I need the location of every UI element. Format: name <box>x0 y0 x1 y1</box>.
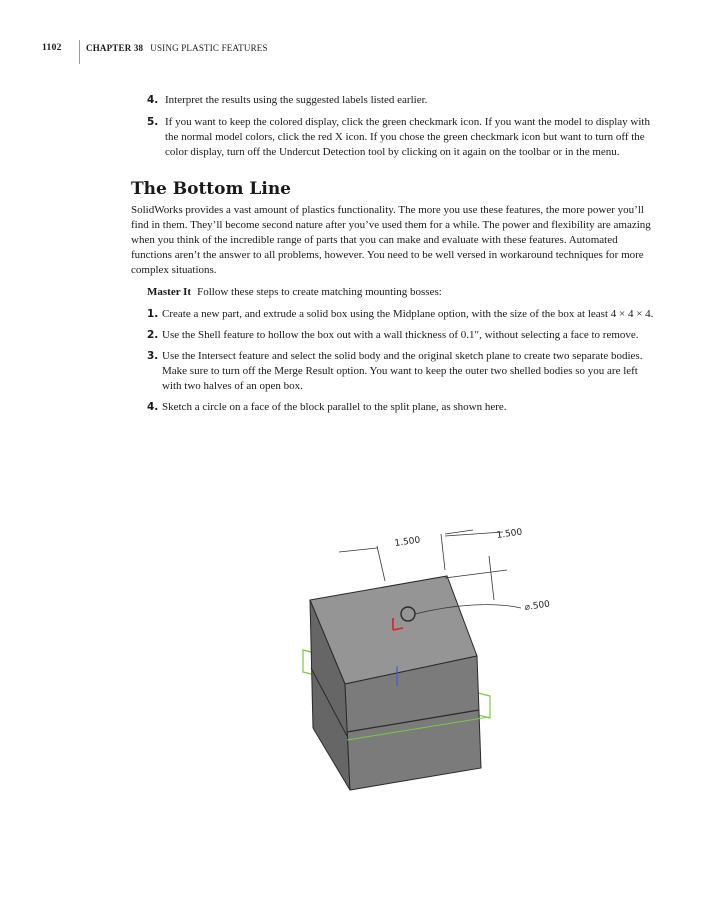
step-number: 4. <box>147 401 159 413</box>
step-number: 1. <box>147 308 159 320</box>
step-item <box>131 93 655 108</box>
dim-h-ext-right <box>441 534 445 570</box>
step-number: 4. <box>147 94 159 106</box>
dim-vertical-label: 1.500 <box>496 527 523 541</box>
step-text: Use the Shell feature to hollow the box out with a wall thickness of 0.1″, without selecting a face to remove. <box>162 329 639 341</box>
master-step <box>131 349 655 394</box>
step-number: 3. <box>147 350 159 362</box>
dim-v-ext-bottom <box>445 570 507 578</box>
cad-figure-svg <box>295 518 575 808</box>
running-head <box>86 43 268 53</box>
step-item <box>131 115 655 160</box>
header-divider <box>79 40 80 64</box>
dim-horizontal-label: 1.500 <box>394 535 421 549</box>
step-text: If you want to keep the colored display, click the green checkmark icon. If you want the model to display with the normal model colors, click the red X icon. If you chose the green checkmark icon but want to turn off the color display, turn off the Undercut Detection tool by clicking on it again on the toolbar or in the menu. <box>165 116 650 158</box>
step-text: Sketch a circle on a face of the block parallel to the split plane, as shown here. <box>162 401 507 413</box>
step-text: Create a new part, and extrude a solid box using the Midplane option, with the size of the box at least 4 × 4 × 4. <box>162 308 654 320</box>
page-number: 1102 <box>42 43 62 53</box>
section-paragraph: SolidWorks provides a vast amount of plastics functionality. The more you use these features, the more power you’ll find in them. They’ll become second nature after you’ve used them for a while. The power and flexibility are amazing when you think of the incredible range of parts that you can make and evaluate with these features. Automated functions aren’t the answer to all problems, however. You need to be well versed in workaround techniques for more complex situations. <box>131 204 651 276</box>
master-it-label: Master It <box>147 286 192 298</box>
step-text: Interpret the results using the suggested labels listed earlier. <box>165 94 428 106</box>
dim-v-line <box>489 556 494 600</box>
master-step <box>131 307 655 322</box>
section-heading: The Bottom Line <box>131 179 291 199</box>
chapter-label: CHAPTER 38 <box>86 43 144 53</box>
master-it-intro <box>131 285 655 300</box>
master-step <box>131 400 655 415</box>
step-text: Use the Intersect feature and select the solid body and the original sketch plane to create two separate bodies. Make sure to turn off the Merge Result option. You want to keep the outer two shelled bodies so you are left with two halves of an open box. <box>162 350 643 392</box>
step-number: 2. <box>147 329 159 341</box>
master-it-text: Follow these steps to create matching mounting bosses: <box>197 286 442 298</box>
dim-h-line-left <box>339 548 377 552</box>
dim-h-line-right <box>445 530 473 534</box>
chapter-title: USING PLASTIC FEATURES <box>150 43 268 53</box>
dim-h-ext-left <box>377 546 385 581</box>
master-step <box>131 328 655 343</box>
page-body <box>131 93 655 421</box>
dim-diameter-label: ⌀.500 <box>524 599 551 613</box>
step-number: 5. <box>147 116 159 128</box>
cad-figure <box>295 518 575 808</box>
